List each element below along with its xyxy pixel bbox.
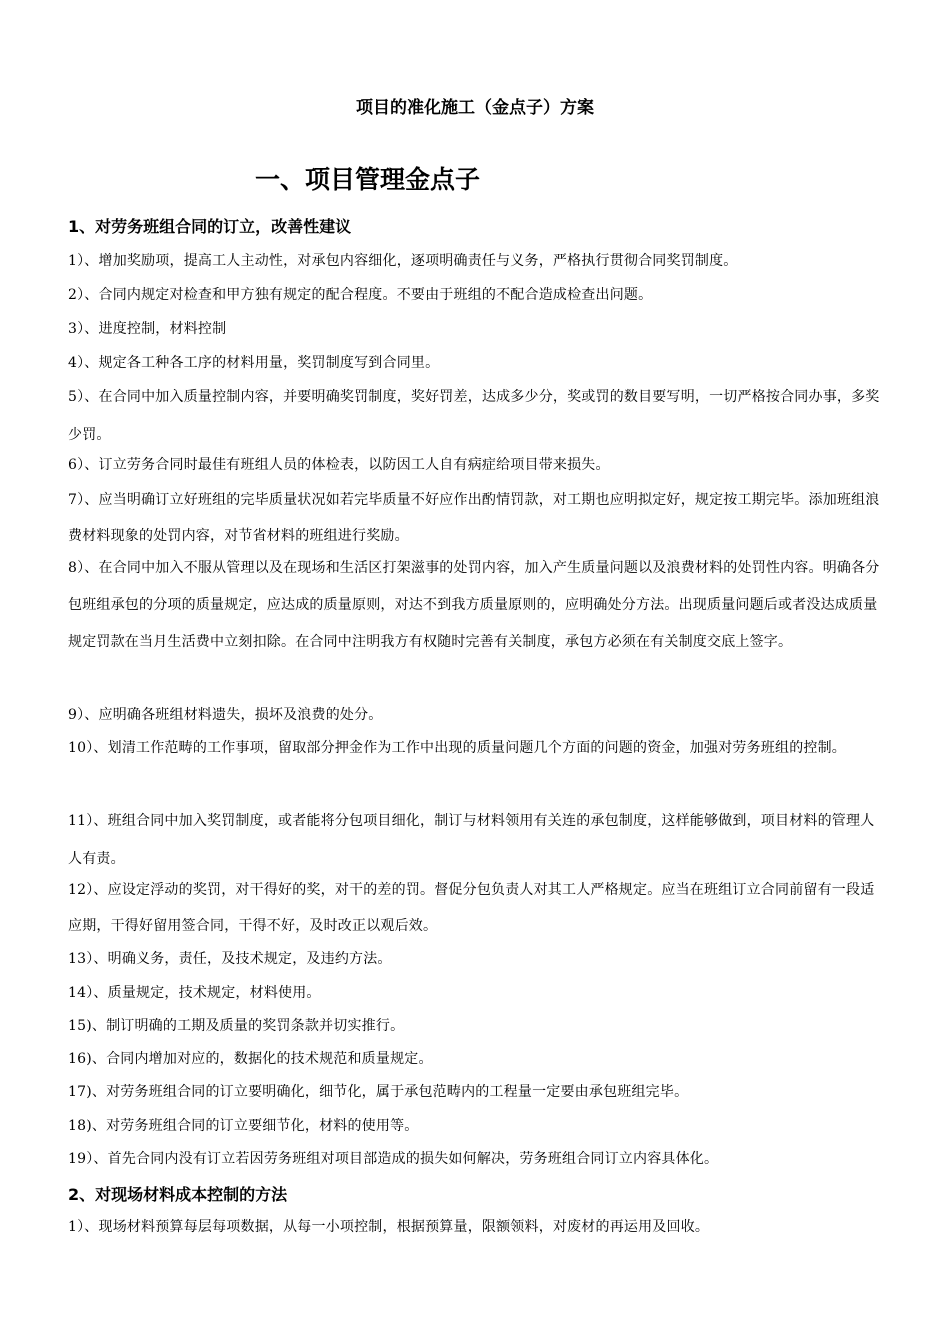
list-item: 11）、班组合同中加入奖罚制度，或者能将分包项目细化，制订与材料领用有关连的承包制度，这样能够做到，项目材料的管理人人有责。 [68, 813, 875, 867]
list-item: 1）、增加奖励项，提高工人主动性，对承包内容细化，逐项明确责任与义务，严格执行贯彻合同奖罚制度。 [68, 253, 738, 269]
document-title: 项目的准化施工（金点子）方案 [356, 98, 594, 118]
section-heading: 2、对现场材料成本控制的方法 [68, 1185, 288, 1204]
list-item: 17)、对劳务班组合同的订立要明确化，细节化，属于承包范畴内的工程量一定要由承包班组完毕。 [68, 1084, 689, 1100]
list-item: 10）、划清工作范畴的工作事项，留取部分押金作为工作中出现的质量问题几个方面的问题的资金，加强对劳务班组的控制。 [68, 740, 847, 756]
list-item: 8）、在合同中加入不服从管理以及在现场和生活区打架滋事的处罚内容，加入产生质量问题以及浪费材料的处罚性内容。明确各分包班组承包的分项的质量规定，应达成的质量原则，对达不到我方质量原则的，应明确处分方法。出现质量问题后或者没达成质量规定罚款在当月生活费中立刻扣除。在合同中注明我方有权随时完善有关制度，承包方必须在有关制度交底上签字。 [68, 560, 880, 650]
list-item: 13）、明确义务，责任，及技术规定，及违约方法。 [68, 951, 392, 967]
list-item: 3）、进度控制，材料控制 [68, 321, 227, 337]
list-item: 6）、订立劳务合同时最佳有班组人员的体检表，以防因工人自有病症给项目带来损失。 [68, 457, 610, 473]
list-item: 16)、合同内增加对应的，数据化的技术规范和质量规定。 [68, 1051, 433, 1067]
list-item: 4）、规定各工种各工序的材料用量，奖罚制度写到合同里。 [68, 355, 440, 371]
list-item: 9）、应明确各班组材料遗失，损坏及浪费的处分。 [68, 707, 383, 723]
list-item: 15)、制订明确的工期及质量的奖罚条款并切实推行。 [68, 1018, 405, 1034]
list-item: 14）、质量规定，技术规定，材料使用。 [68, 985, 321, 1001]
list-item: 5）、在合同中加入质量控制内容，并要明确奖罚制度，奖好罚差，达成多少分，奖或罚的数目要写明，一切严格按合同办事，多奖少罚。 [68, 389, 880, 443]
list-item: 2）、合同内规定对检查和甲方独有规定的配合程度。不要由于班组的不配合造成检查出问题。 [68, 287, 653, 303]
list-item: 12）、应设定浮动的奖罚，对干得好的奖，对干的差的罚。督促分包负责人对其工人严格规定。应当在班组订立合同前留有一段适应期，干得好留用签合同，干得不好，及时改正以观后效。 [68, 882, 875, 934]
chapter-heading: 一、项目管理金点子 [255, 165, 481, 194]
section-heading: 1、对劳务班组合同的订立，改善性建议 [68, 217, 352, 236]
list-item: 7）、应当明确订立好班组的完毕质量状况如若完毕质量不好应作出酌情罚款，对工期也应明拟定好，规定按工期完毕。添加班组浪费材料现象的处罚内容，对节省材料的班组进行奖励。 [68, 492, 880, 544]
list-item: 18)、对劳务班组合同的订立要细节化，材料的使用等。 [68, 1118, 419, 1134]
list-item: 19）、首先合同内没有订立若因劳务班组对项目部造成的损失如何解决，劳务班组合同订立内容具体化。 [68, 1151, 719, 1167]
list-item: 1）、现场材料预算每层每项数据，从每一小项控制，根据预算量，限额领料，对废材的再运用及回收。 [68, 1219, 710, 1235]
